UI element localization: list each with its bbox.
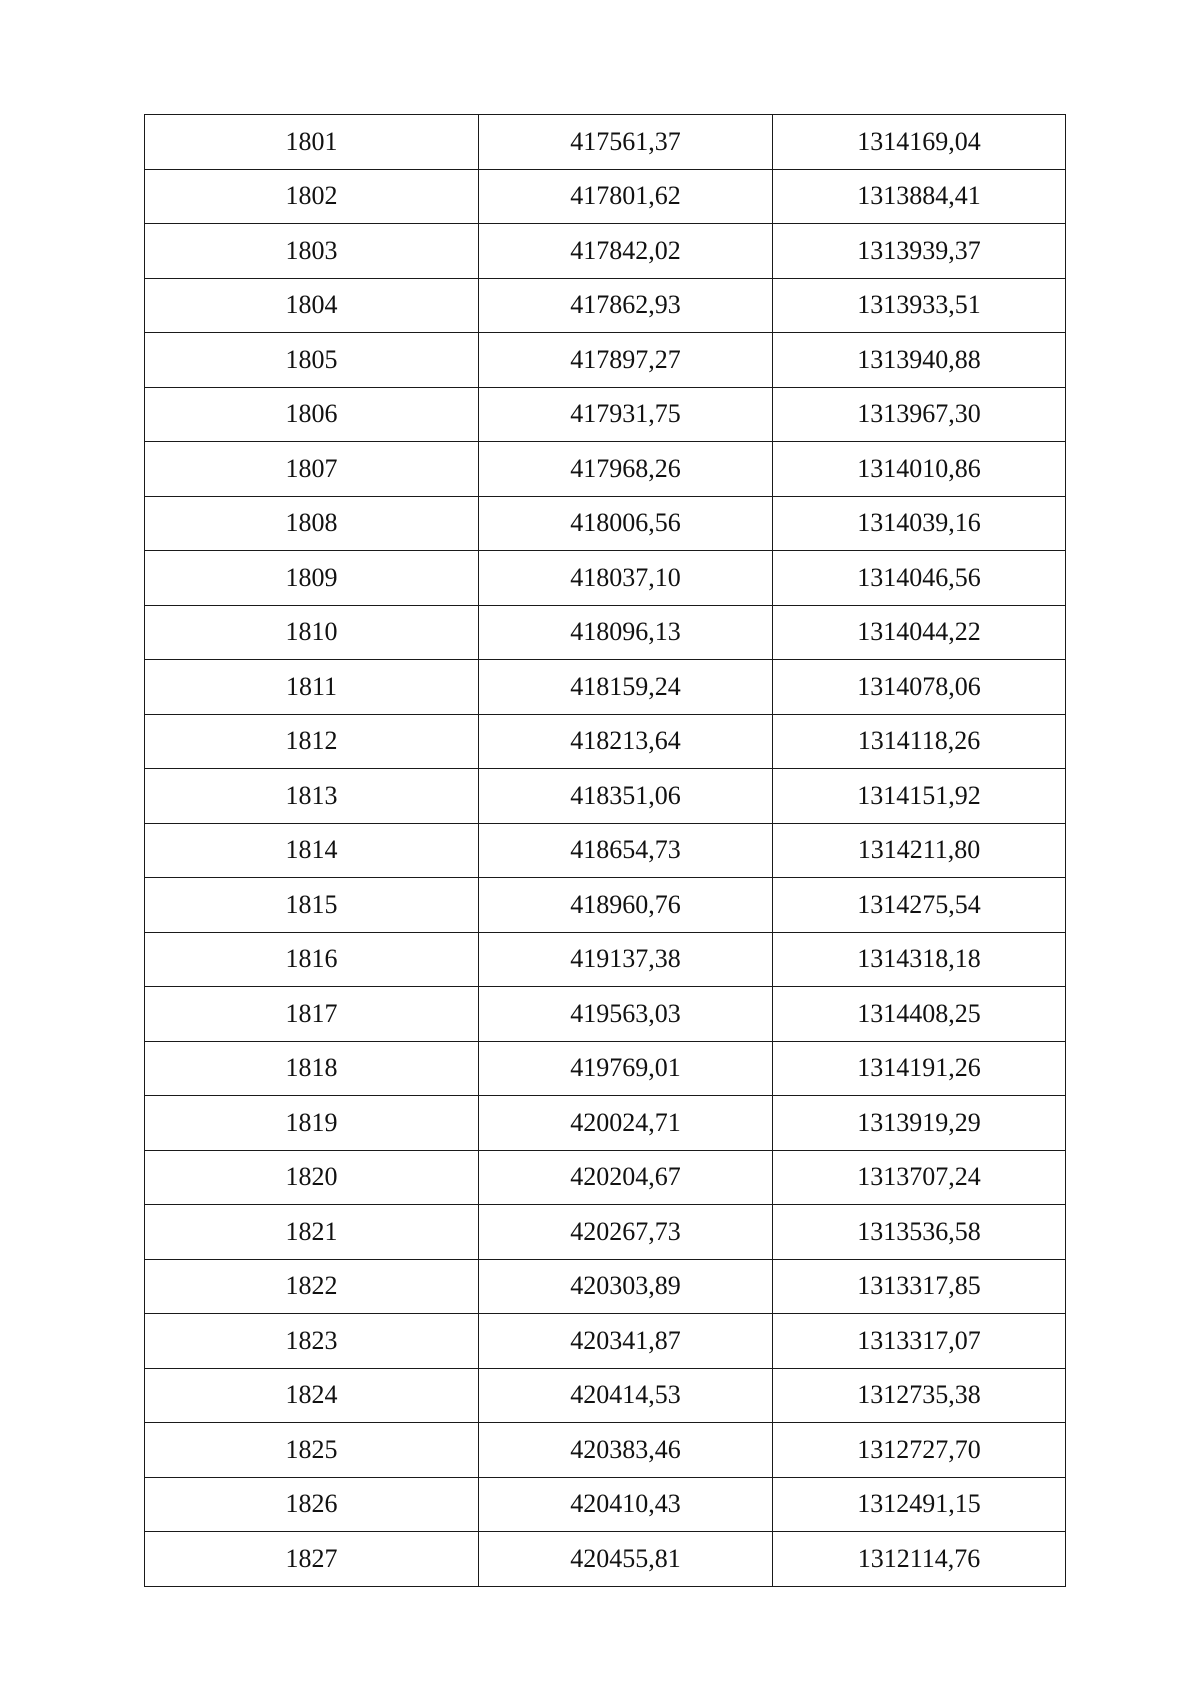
- table-row: [145, 878, 1066, 933]
- x-coordinate-cell: 417842,02: [479, 224, 773, 279]
- x-coordinate-cell: 420383,46: [479, 1423, 773, 1478]
- x-coordinate-cell: 417931,75: [479, 387, 773, 442]
- table-row: [145, 1259, 1066, 1314]
- x-coordinate-cell: 417968,26: [479, 442, 773, 497]
- y-coordinate-cell: 1313967,30: [773, 387, 1066, 442]
- y-coordinate-cell: 1312735,38: [773, 1368, 1066, 1423]
- point-number-cell: 1816: [145, 932, 479, 987]
- x-coordinate-cell: 418096,13: [479, 605, 773, 660]
- table-row: [145, 387, 1066, 442]
- point-number-cell: 1806: [145, 387, 479, 442]
- y-coordinate-cell: 1312727,70: [773, 1423, 1066, 1478]
- point-number-cell: 1809: [145, 551, 479, 606]
- y-coordinate-cell: 1314010,86: [773, 442, 1066, 497]
- y-coordinate-cell: 1313933,51: [773, 278, 1066, 333]
- x-coordinate-cell: 417801,62: [479, 169, 773, 224]
- x-coordinate-cell: 417862,93: [479, 278, 773, 333]
- x-coordinate-cell: 418006,56: [479, 496, 773, 551]
- y-coordinate-cell: 1314275,54: [773, 878, 1066, 933]
- point-number-cell: 1804: [145, 278, 479, 333]
- table-row: [145, 1477, 1066, 1532]
- point-number-cell: 1803: [145, 224, 479, 279]
- y-coordinate-cell: 1314169,04: [773, 115, 1066, 170]
- y-coordinate-cell: 1314151,92: [773, 769, 1066, 824]
- x-coordinate-cell: 418654,73: [479, 823, 773, 878]
- table-row: [145, 605, 1066, 660]
- y-coordinate-cell: 1314191,26: [773, 1041, 1066, 1096]
- point-number-cell: 1826: [145, 1477, 479, 1532]
- point-number-cell: 1818: [145, 1041, 479, 1096]
- table-row: [145, 987, 1066, 1042]
- table-row: [145, 660, 1066, 715]
- x-coordinate-cell: 418960,76: [479, 878, 773, 933]
- table-row: [145, 1205, 1066, 1260]
- table-row: [145, 1423, 1066, 1478]
- table-row: [145, 1314, 1066, 1369]
- table-row: [145, 278, 1066, 333]
- x-coordinate-cell: 420341,87: [479, 1314, 773, 1369]
- y-coordinate-cell: 1314039,16: [773, 496, 1066, 551]
- point-number-cell: 1819: [145, 1096, 479, 1151]
- coordinates-table: [144, 114, 1066, 1587]
- table-row: [145, 115, 1066, 170]
- y-coordinate-cell: 1313536,58: [773, 1205, 1066, 1260]
- point-number-cell: 1805: [145, 333, 479, 388]
- y-coordinate-cell: 1312114,76: [773, 1532, 1066, 1587]
- point-number-cell: 1825: [145, 1423, 479, 1478]
- point-number-cell: 1813: [145, 769, 479, 824]
- point-number-cell: 1808: [145, 496, 479, 551]
- table-row: [145, 1150, 1066, 1205]
- table-row: [145, 551, 1066, 606]
- table-row: [145, 823, 1066, 878]
- y-coordinate-cell: 1314118,26: [773, 714, 1066, 769]
- table-row: [145, 932, 1066, 987]
- x-coordinate-cell: 420267,73: [479, 1205, 773, 1260]
- y-coordinate-cell: 1314318,18: [773, 932, 1066, 987]
- table-row: [145, 769, 1066, 824]
- x-coordinate-cell: 419563,03: [479, 987, 773, 1042]
- y-coordinate-cell: 1313317,85: [773, 1259, 1066, 1314]
- x-coordinate-cell: 420204,67: [479, 1150, 773, 1205]
- table-row: [145, 224, 1066, 279]
- table-row: [145, 1532, 1066, 1587]
- y-coordinate-cell: 1313919,29: [773, 1096, 1066, 1151]
- table-row: [145, 333, 1066, 388]
- table-row: [145, 1096, 1066, 1151]
- point-number-cell: 1811: [145, 660, 479, 715]
- x-coordinate-cell: 420024,71: [479, 1096, 773, 1151]
- y-coordinate-cell: 1313884,41: [773, 169, 1066, 224]
- y-coordinate-cell: 1314046,56: [773, 551, 1066, 606]
- point-number-cell: 1822: [145, 1259, 479, 1314]
- point-number-cell: 1827: [145, 1532, 479, 1587]
- point-number-cell: 1823: [145, 1314, 479, 1369]
- x-coordinate-cell: 420414,53: [479, 1368, 773, 1423]
- point-number-cell: 1807: [145, 442, 479, 497]
- x-coordinate-cell: 418351,06: [479, 769, 773, 824]
- table-row: [145, 1368, 1066, 1423]
- y-coordinate-cell: 1313939,37: [773, 224, 1066, 279]
- table-row: [145, 496, 1066, 551]
- x-coordinate-cell: 418159,24: [479, 660, 773, 715]
- y-coordinate-cell: 1314078,06: [773, 660, 1066, 715]
- x-coordinate-cell: 419137,38: [479, 932, 773, 987]
- table-row: [145, 1041, 1066, 1096]
- x-coordinate-cell: 420455,81: [479, 1532, 773, 1587]
- y-coordinate-cell: 1314044,22: [773, 605, 1066, 660]
- point-number-cell: 1810: [145, 605, 479, 660]
- x-coordinate-cell: 418037,10: [479, 551, 773, 606]
- table-row: [145, 169, 1066, 224]
- y-coordinate-cell: 1313317,07: [773, 1314, 1066, 1369]
- point-number-cell: 1815: [145, 878, 479, 933]
- point-number-cell: 1801: [145, 115, 479, 170]
- x-coordinate-cell: 420410,43: [479, 1477, 773, 1532]
- point-number-cell: 1812: [145, 714, 479, 769]
- x-coordinate-cell: 420303,89: [479, 1259, 773, 1314]
- table-row: [145, 442, 1066, 497]
- point-number-cell: 1817: [145, 987, 479, 1042]
- point-number-cell: 1820: [145, 1150, 479, 1205]
- point-number-cell: 1814: [145, 823, 479, 878]
- y-coordinate-cell: 1313940,88: [773, 333, 1066, 388]
- point-number-cell: 1802: [145, 169, 479, 224]
- y-coordinate-cell: 1314211,80: [773, 823, 1066, 878]
- x-coordinate-cell: 419769,01: [479, 1041, 773, 1096]
- x-coordinate-cell: 417897,27: [479, 333, 773, 388]
- coordinates-table-body: [145, 115, 1066, 1587]
- x-coordinate-cell: 417561,37: [479, 115, 773, 170]
- y-coordinate-cell: 1312491,15: [773, 1477, 1066, 1532]
- y-coordinate-cell: 1313707,24: [773, 1150, 1066, 1205]
- x-coordinate-cell: 418213,64: [479, 714, 773, 769]
- point-number-cell: 1824: [145, 1368, 479, 1423]
- point-number-cell: 1821: [145, 1205, 479, 1260]
- y-coordinate-cell: 1314408,25: [773, 987, 1066, 1042]
- table-row: [145, 714, 1066, 769]
